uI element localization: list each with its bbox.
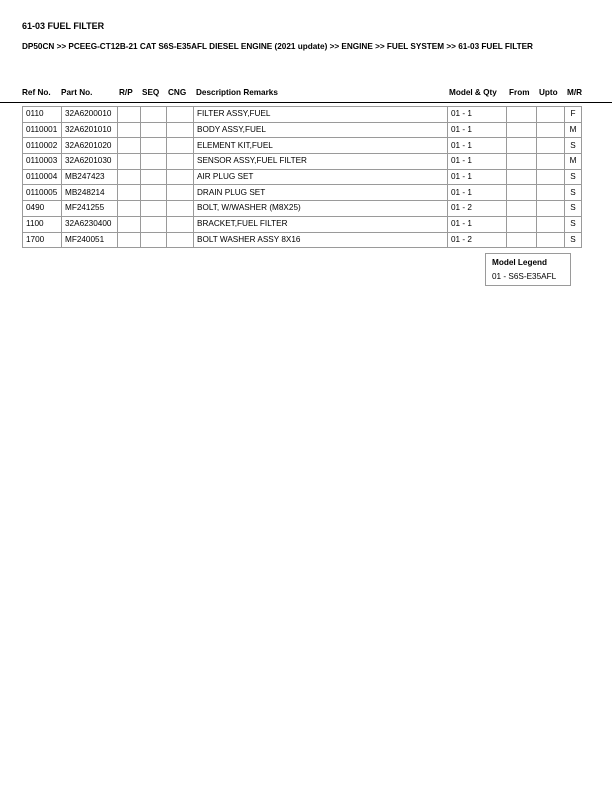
part-no-cell: 32A6230400 (62, 216, 118, 232)
header-cng: CNG (168, 88, 187, 97)
header-part-no: Part No. (61, 88, 93, 97)
table-row (23, 107, 582, 123)
header-ref-no: Ref No. (22, 88, 51, 97)
mr-cell: S (565, 138, 582, 154)
ref-no-cell: 1100 (23, 216, 62, 232)
mr-cell: S (565, 232, 582, 248)
rp-cell (118, 232, 141, 248)
ref-no-cell: 0110 (23, 107, 62, 123)
mr-cell: F (565, 107, 582, 123)
description-cell: BODY ASSY,FUEL (194, 122, 448, 138)
upto-cell (537, 107, 565, 123)
rp-cell (118, 122, 141, 138)
seq-cell (141, 122, 167, 138)
model-legend-title: Model Legend (492, 258, 548, 267)
from-cell (507, 216, 537, 232)
upto-cell (537, 138, 565, 154)
header-from: From (509, 88, 530, 97)
model-qty-cell: 01 - 1 (448, 122, 507, 138)
seq-cell (141, 201, 167, 217)
from-cell (507, 185, 537, 201)
cng-cell (167, 138, 194, 154)
cng-cell (167, 201, 194, 217)
header-upto: Upto (539, 88, 558, 97)
table-row (23, 185, 582, 201)
from-cell (507, 138, 537, 154)
part-no-cell: MB247423 (62, 169, 118, 185)
ref-no-cell: 0110004 (23, 169, 62, 185)
cng-cell (167, 122, 194, 138)
from-cell (507, 122, 537, 138)
ref-no-cell: 0110001 (23, 122, 62, 138)
table-row (23, 169, 582, 185)
rp-cell (118, 154, 141, 170)
seq-cell (141, 107, 167, 123)
mr-cell: M (565, 154, 582, 170)
seq-cell (141, 232, 167, 248)
mr-cell: M (565, 122, 582, 138)
rp-cell (118, 216, 141, 232)
model-qty-cell: 01 - 2 (448, 201, 507, 217)
model-qty-cell: 01 - 1 (448, 107, 507, 123)
mr-cell: S (565, 201, 582, 217)
upto-cell (537, 201, 565, 217)
ref-no-cell: 0110002 (23, 138, 62, 154)
cng-cell (167, 216, 194, 232)
from-cell (507, 154, 537, 170)
part-no-cell: 32A6200010 (62, 107, 118, 123)
upto-cell (537, 154, 565, 170)
seq-cell (141, 185, 167, 201)
table-row (23, 154, 582, 170)
upto-cell (537, 122, 565, 138)
rp-cell (118, 107, 141, 123)
description-cell: FILTER ASSY,FUEL (194, 107, 448, 123)
cng-cell (167, 107, 194, 123)
description-cell: ELEMENT KIT,FUEL (194, 138, 448, 154)
table-row (23, 201, 582, 217)
seq-cell (141, 138, 167, 154)
table-row (23, 216, 582, 232)
from-cell (507, 169, 537, 185)
model-qty-cell: 01 - 1 (448, 138, 507, 154)
model-legend (485, 253, 571, 286)
header-model-qty: Model & Qty (449, 88, 497, 97)
part-no-cell: 32A6201020 (62, 138, 118, 154)
ref-no-cell: 0110003 (23, 154, 62, 170)
header-mr: M/R (567, 88, 583, 97)
cng-cell (167, 169, 194, 185)
cng-cell (167, 232, 194, 248)
model-qty-cell: 01 - 2 (448, 232, 507, 248)
part-no-cell: 32A6201030 (62, 154, 118, 170)
part-no-cell: 32A6201010 (62, 122, 118, 138)
cng-cell (167, 154, 194, 170)
seq-cell (141, 154, 167, 170)
mr-cell: S (565, 185, 582, 201)
ref-no-cell: 0110005 (23, 185, 62, 201)
upto-cell (537, 185, 565, 201)
table-row (23, 138, 582, 154)
page-title: 61-03 FUEL FILTER (22, 21, 105, 31)
part-no-cell: MF241255 (62, 201, 118, 217)
from-cell (507, 107, 537, 123)
rp-cell (118, 185, 141, 201)
description-cell: BOLT, W/WASHER (M8X25) (194, 201, 448, 217)
table-row (23, 232, 582, 248)
mr-cell: S (565, 216, 582, 232)
header-description: Description Remarks (196, 88, 278, 97)
parts-table-body (23, 107, 582, 248)
rp-cell (118, 201, 141, 217)
from-cell (507, 232, 537, 248)
rp-cell (118, 138, 141, 154)
description-cell: SENSOR ASSY,FUEL FILTER (194, 154, 448, 170)
description-cell: BOLT WASHER ASSY 8X16 (194, 232, 448, 248)
model-qty-cell: 01 - 1 (448, 154, 507, 170)
rp-cell (118, 169, 141, 185)
seq-cell (141, 216, 167, 232)
header-rp: R/P (119, 88, 133, 97)
model-legend-item: 01 - S6S-E35AFL (492, 272, 557, 281)
parts-table (22, 106, 582, 248)
model-qty-cell: 01 - 1 (448, 216, 507, 232)
description-cell: DRAIN PLUG SET (194, 185, 448, 201)
description-cell: AIR PLUG SET (194, 169, 448, 185)
from-cell (507, 201, 537, 217)
upto-cell (537, 169, 565, 185)
description-cell: BRACKET,FUEL FILTER (194, 216, 448, 232)
model-qty-cell: 01 - 1 (448, 185, 507, 201)
model-qty-cell: 01 - 1 (448, 169, 507, 185)
part-no-cell: MF240051 (62, 232, 118, 248)
breadcrumb: DP50CN >> PCEEG-CT12B-21 CAT S6S-E35AFL DIESEL ENGINE (2021 update) >> ENGINE >> FUEL SYSTEM >> 61-03 FUEL FILTER (22, 42, 533, 51)
ref-no-cell: 0490 (23, 201, 62, 217)
header-seq: SEQ (142, 88, 160, 97)
cng-cell (167, 185, 194, 201)
part-no-cell: MB248214 (62, 185, 118, 201)
upto-cell (537, 216, 565, 232)
seq-cell (141, 169, 167, 185)
ref-no-cell: 1700 (23, 232, 62, 248)
header-divider (0, 102, 612, 103)
mr-cell: S (565, 169, 582, 185)
table-row (23, 122, 582, 138)
upto-cell (537, 232, 565, 248)
